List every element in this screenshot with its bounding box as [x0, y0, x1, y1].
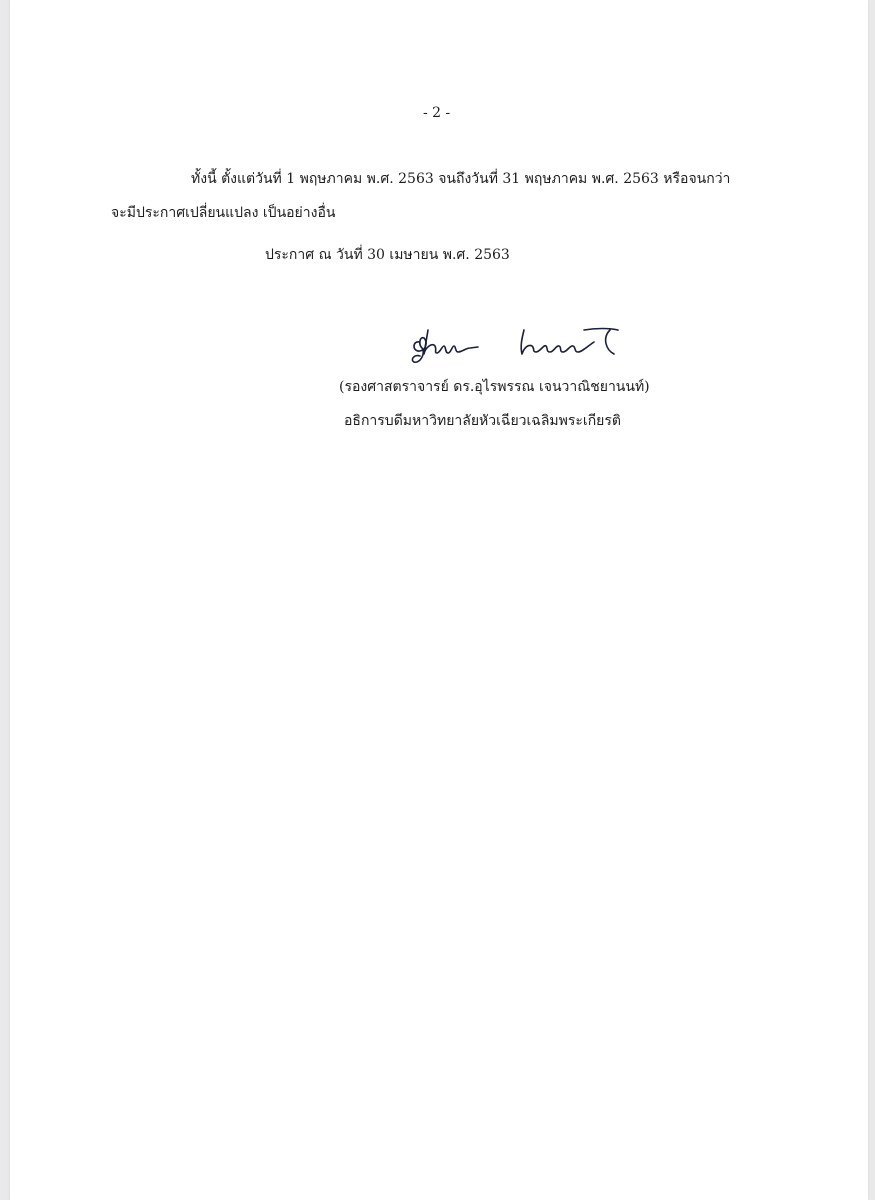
- paragraph-line-1: ทั้งนี้ ตั้งแต่วันที่ 1 พฤษภาคม พ.ศ. 2563 จนถึงวันที่ 31 พฤษภาคม พ.ศ. 2563 หรือจนกว่า: [191, 171, 731, 187]
- signature-image: [406, 320, 626, 368]
- announcement-date: ประกาศ ณ วันที่ 30 เมษายน พ.ศ. 2563: [265, 247, 510, 263]
- paragraph-line-2: จะมีประกาศเปลี่ยนแปลง เป็นอย่างอื่น: [111, 205, 336, 221]
- document-page: [10, 0, 868, 1200]
- page-number: - 2 -: [423, 105, 451, 121]
- signatory-title: อธิการบดีมหาวิทยาลัยหัวเฉียวเฉลิมพระเกียรติ: [344, 413, 621, 429]
- signatory-name: (รองศาสตราจารย์ ดร.อุไรพรรณ เจนวาณิชยานนท์): [339, 379, 650, 395]
